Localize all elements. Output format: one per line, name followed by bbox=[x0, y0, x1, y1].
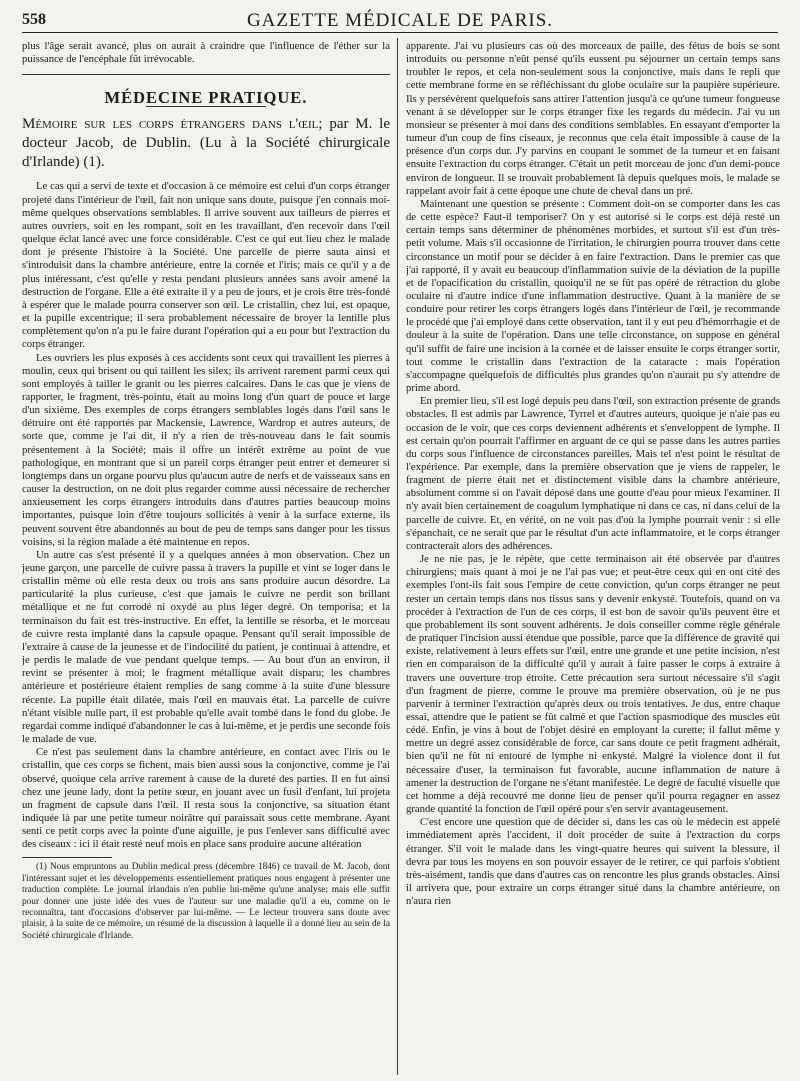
right-column bbox=[406, 40, 780, 1075]
footnote: (1) Nous empruntons au Dublin medical press (décembre 1846) ce travail de M. Jacob, dont l'intéressant sujet et les développements essentiellement pratiques nous engagent à présenter une traduction complète. Le journal irlandais n'en publie lui-même qu'une analyse; mais elle suffit pour donner une juste idée des vues de l'auteur sur une maladie qu'il a eu, comme on le reconnaîtra, tant d'occasions d'observer par lui-même. — Le lecteur trouvera sans doute avec plaisir, à la suite de ce mémoire, un résumé de la discussion à laquelle il a donné lieu au sein de la Société chirurgicale d'Irlande. bbox=[22, 862, 390, 941]
intro-paragraph: plus l'âge serait avancé, plus on aurait à craindre que l'influence de l'éther sur la puissance de l'encéphale fût irrévocable. bbox=[22, 40, 390, 66]
body-paragraph: C'est encore une question que de décider si, dans les cas où le médecin est appelé immédiatement après l'accident, il doit procéder de suite à l'extraction du corps étranger. S'il voit le malade dans les vingt-quatre heures qui suivent la blessure, il devra par tous les moyens en son pouvoir essayer de le retirer, ce qui parfois s'obtient très-aisément, tandis que dans d'autres cas on rencontre les plus grands obstacles. Ainsi il arrivera que, pour extraire un corps étranger situé dans la chambre antérieure, on n'aura rien bbox=[406, 816, 780, 908]
memoir-title-rest: par M. le docteur Jacob, de Dublin. (Lu à la Société chirurgicale d'Irlande) (1). bbox=[22, 116, 390, 171]
body-paragraph: Ce n'est pas seulement dans la chambre antérieure, en contact avec l'iris ou le cristallin, que ces corps se fichent, mais bien aussi sous la conjonctive, comme je l'ai observé, quoique cela arrive rarement à cause de la dureté des parties. Il en fut ainsi chez une jeune lady, dont la petite sœur, en jouant avec un fusil d'enfant, lui projeta un fragment de capsule dans l'œil. Il resta sous la conjonctive, sa situation étant indiquée là par une petite tumeur noirâtre qui paraissait sous cette membrane. Ayant senti ce petit corps avec la pointe d'une aiguille, je pus l'enlever sans difficulté avec des ciseaux : ici il était resté neuf mois en place sans produire aucune altération bbox=[22, 746, 390, 851]
section-title: MÉDECINE PRATIQUE. bbox=[104, 88, 308, 108]
body-paragraph: Un autre cas s'est présenté il y a quelques années à mon observation. Chez un jeune garçon, une parcelle de cuivre passa à travers la pupille et vint se loger dans le cristallin même où elle resta deux ou trois ans sans produire aucun désordre. La particularité la plus curieuse, c'est que jamais le cuivre ne perdit son brillant métallique et ne fut corrodé ni oxydé au plus léger degré. On temporisa; et la terminaison du fait est très-instructive. En effet, la lentille se résorba, et le morceau de cuivre resta implanté dans la capsule opaque. Pensant qu'il serait impossible de l'extraire à cause de la jeunesse et de l'indocilité du patient, je continuai à attendre, et je perdis le malade de vue pendant quelque temps. — Au bout d'un an environ, il revint se présenter à moi; le fragment métallique avait disparu; les chambres antérieure et postérieure étaient remplies de sang comme à la suite d'une blessure récente. La pupille était dilatée, mais l'œil en mauvais état. La parcelle de cuivre n'étant visible nulle part, il est probable qu'elle avait tombé dans le fond du globe. Je regardai comme indiqué d'abandonner le cas à lui-même, et je perdis une seconde fois le malade de vue. bbox=[22, 548, 390, 746]
body-paragraph: Les ouvriers les plus exposés à ces accidents sont ceux qui travaillent les pierres à moulin, ceux qui brisent ou qui taillent les silex; ils arrivent rarement parmi ceux qui sont employés à tailler le granit ou les pierres calcaires. Dans le cas que je viens de rapporter, le fragment, très-pointu, était au moins long d'un quart de pouce et large d'un sixième. Des exemples de corps étrangers semblables logés dans l'œil sans le détruire ont été rapportés par Mackensie, Lawrence, Wardrop et autres auteurs, de sorte que, comme je l'ai dit, il n'y a rien de très-nouveau dans le fait soumis présentement à la Société; mais il offre un intérêt extrême au point de vue pathologique, en montrant que si un pareil corps étranger peut entrer et demeurer si longtemps dans un organe pourvu plus qu'aucun autre de nerfs et de vaisseaux sans en causer la destruction, on ne doit plus regarder comme aussi nécessaire de rechercher anxieusement les corps étrangers introduits dans d'autres parties beaucoup moins importantes, puisque loin d'être toujours sollicités à venir à la surface externe, ils peuvent souvent être abandonnés au bout de peu de temps sans danger pour les tissus voisins, si la région malade a été maintenue en repos. bbox=[22, 351, 390, 548]
body-paragraph: Je ne nie pas, je le répète, que cette terminaison ait été observée par d'autres chirurgiens; mais quant à moi je ne l'ai pas vue; et peut-être ceux qui en ont cité des exemples l'ont-ils fait sous l'empire de cette conviction, qu'un corps étranger ne peut rester un certain temps dans nos tissus sans y devenir enkysté. Toutefois, quand on va procéder à l'extraction de l'un de ces corps, il est bon de savoir qu'ils peuvent être et que probablement ils sont souvent adhérents. Je dois conseiller comme règle générale de pratiquer l'incision aussi étendue que possible, parce que la différence de gravité qui existe, relativement à leurs effets sur l'œil, entre une grande et une petite incision, n'est rien en comparaison de la difficulté qu'il y aurait à faire passer le corps à extraire à travers une ouverture trop étroite. Cette précaution sera surtout nécessaire s'il s'agit d'un fragment de pierre, comme le prouve ma première observation, où je ne pus parvenir à terminer l'extraction qu'après deux ou trois tentatives. Je dus, entre chaque essai, attendre que le patient se fût calmé et que l'action spasmodique des muscles eût cédé. Enfin, je vins à bout de l'objet désiré en employant la curette; il fallut même y mettre un degré assez considérable de force, car sans doute ce petit fragment adhérait, bien qu'il ne fût ni entouré de lymphe ni enkysté. Malgré la violence dont il fut nécessaire d'user, la terminaison fut favorable, aucune inflammation de nature à amener la destruction de l'organe ne s'étant manifestée. Le degré de faculté visuelle que cet homme a déjà recouvré me donne lieu de penser qu'il pourra regagner en assez grande quantité la fonction de l'œil opéré pour s'en servir avantageusement. bbox=[406, 553, 780, 816]
memoir-title bbox=[22, 115, 390, 172]
footnote-rule bbox=[22, 857, 112, 858]
column-divider bbox=[397, 38, 398, 1075]
section-divider bbox=[22, 74, 390, 75]
body-paragraph: apparente. J'ai vu plusieurs cas où des morceaux de paille, des fétus de bois se sont introduits ou personne n'eût pensé qu'ils eussent pu séjourner un certain temps sans troubler le repos, et cela non-seulement sous la conjonctive, mais dans le repli que cette membrane forme en se réfléchissant du globe oculaire sur la paupière supérieure. Ils y persévèrent quelquefois sans attirer l'attention jusqu'à ce qu'une tumeur fongueuse venant à se développer sur le corps étranger fixe les regards du médecin. J'ai vu un monsieur se présenter à moi dans des conditions semblables. En essayant d'emporter la tumeur d'un coup de fins ciseaux, je reconnus que cela était impossible à cause de la présence d'un corps dur. J'y parvins en coupant le sommet de la tumeur et en faisant ensuite l'extraction du corps étranger. C'était un petit morceau de jonc d'un demi-pouce environ de longueur. Il se trouvait probablement là depuis quelques mois, le malade se rappelant avoir fait à cette époque une chute de cheval dans un pré. bbox=[406, 40, 780, 197]
body-paragraph: Maintenant une question se présente : Comment doit-on se comporter dans les cas de cette espèce? Faut-il temporiser? On y est autorisé si le corps est déjà resté un certain temps sans déterminer de phénomènes morbides, et surtout s'il est d'un très-petit volume. Mais s'il occasionne de l'irritation, le chirurgien pourra trouver dans cette circonstance un motif pour se décider à en faire l'extraction. Dans le premier cas que j'ai rapporté, il y avait eu beaucoup d'inflammation suivie de la déviation de la pupille et de l'opacification du cristallin, quoiqu'il ne se fût pas opéré de rétraction du globe oculaire ni d'autre indice d'une inflammation destructive. Quant à la manière de se conduire pour retirer les corps étrangers logés dans l'intérieur de l'œil, je recommande le procédé que j'ai employé dans cette observation, tant il y eut peu d'hémorrhagie et de douleur à la suite de l'opération. Dans une telle circonstance, on suppose en général qu'il suffit de faire une incision à la cornée et de laisser ensuite le corps étranger sortir, tout comme le cristallin dans l'extraction de la cataracte : mais l'opération s'accompagne quelquefois de difficultés plus grandes qu'on n'aurait pu s'y attendre de prime abord. bbox=[406, 197, 780, 395]
body-paragraph: Le cas qui a servi de texte et d'occasion à ce mémoire est celui d'un corps étranger projeté dans l'intérieur de l'œil, fait non unique sans doute, puisque j'en connais moi-même quelques observations semblables. Il arrive souvent aux tailleurs de pierres et autres ouvriers, soit en les rompant, soit en les travaillant, d'en recevoir dans l'œil quelque éclat lancé avec une force considérable. C'est ce qui eut lieu chez le malade dont je présente l'histoire à la Société. Une parcelle de pierre sauta ainsi et s'introduisit dans la chambre antérieure, entre la cornée et l'iris; mais ce qu'il y a de plus intéressant, c'est qu'elle y resta pendant plusieurs années sans avoir amené la destruction de l'organe. Elle a été extraite il y a peu de jours, et je crois être très-fondé à espérer que le malade pourra conserver son œil. Le cristallin, chez lui, est opaque, et la pupille excentrique; il sera probablement nécessaire de broyer la lentille plus complètement qu'on n'a pu le faire durant l'opération qui a eu pour but l'extraction du corps étranger. bbox=[22, 180, 390, 351]
page-number: 558 bbox=[22, 11, 46, 28]
page-header bbox=[22, 6, 778, 33]
memoir-title-smallcaps: Mémoire sur les corps étrangers dans l'œil; bbox=[22, 116, 323, 133]
body-paragraph: En premier lieu, s'il est logé depuis peu dans l'œil, son extraction présente de grands obstacles. Il est admis par Lawrence, Tyrrel et d'autres auteurs, quoique je n'aie pas eu occasion de le voir, que ces corps deviennent adhérents et s'enveloppent de lymphe. Il est certain qu'on pourrait l'affirmer en arguant de ce qui se passe dans les autres parties du corps sous l'influence de circonstances pareilles. Mais tel n'est point le résultat de l'expérience. Par exemple, dans la première observation que je viens de rappeler, le fragment de pierre était net et distinctement visible dans la chambre antérieure, absolument comme si on l'avait déposé dans une goutte d'eau pour mieux l'examiner. Il n'y avait bien certainement de coagulum lymphatique ni dans ce cas, ni dans celui de la parcelle de cuivre. Et, en vérité, on ne voit pas d'où la lymphe pourrait venir : si elle s'épanchait, ce ne serait que par le résultat d'un acte inflammatoire, et le corps étranger contracterait alors des adhérences. bbox=[406, 395, 780, 552]
left-column bbox=[22, 40, 390, 1075]
journal-title: GAZETTE MÉDICALE DE PARIS. bbox=[246, 10, 554, 31]
